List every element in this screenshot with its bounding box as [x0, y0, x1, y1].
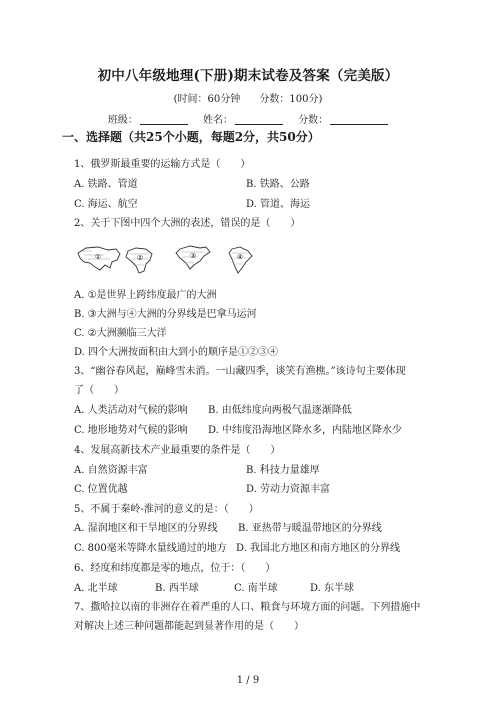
question-1-option-a: A. 铁路、管道 — [74, 179, 138, 190]
score-field — [298, 111, 388, 126]
question-2-option-d: D. 四个大洲按面积由大到小的顺序是①②③④ — [74, 347, 279, 358]
name-field — [203, 111, 283, 126]
question-2-stem: 2、关于下图中四个大洲的表述，错误的是（ ） — [74, 218, 301, 229]
map-label-1: ① — [94, 253, 102, 261]
page-title: 初中八年级地理(下册)期末试卷及答案（完美版） — [97, 68, 399, 84]
question-2-option-b: B. ③大洲与④大洲的分界线是巴拿马运河 — [74, 309, 257, 320]
class-field — [108, 111, 188, 126]
question-1-option-d: D. 管道、海运 — [246, 199, 311, 210]
question-3-option-d: D. 中纬度沿海地区降水多，内陆地区降水少 — [208, 425, 403, 436]
question-4-option-b: B. 科技力量雄厚 — [246, 465, 320, 476]
class-label: 班级： — [107, 115, 138, 126]
question-6-option-c: C. 南半球 — [234, 583, 278, 594]
page-number: 1 / 9 — [236, 675, 260, 686]
map-label-4: ④ — [236, 253, 244, 261]
question-6-option-a: A. 北半球 — [74, 583, 118, 594]
map-label-3: ③ — [189, 252, 197, 260]
continents-map-figure — [74, 243, 274, 275]
question-4-stem: 4、发展高新技术产业最重要的条件是（ ） — [74, 445, 281, 456]
exam-info — [0, 90, 496, 105]
question-3-option-a: A. 人类活动对气候的影响 — [74, 405, 188, 416]
name-blank[interactable] — [235, 114, 283, 125]
map-label-2: ② — [136, 254, 144, 262]
score-label: 分数： — [298, 115, 329, 126]
question-5-option-c: C. 800毫米等降水量线通过的地方 — [74, 543, 227, 554]
question-5-option-b: B. 亚热带与暖温带地区的分界线 — [238, 523, 382, 534]
question-7-stem-line-1: 7、撒哈拉以南的非洲存在着严重的人口、粮食与环境方面的问题。下列措施中 — [74, 602, 421, 613]
question-6-option-b: B. 西半球 — [155, 583, 199, 594]
question-5-option-a: A. 湿润地区和干旱地区的分界线 — [74, 523, 218, 534]
question-3-stem-line-1: 3、“幽谷春风起，巅峰雪未消。一山藏四季，谈笑有渔樵。”该诗句主要体现 — [74, 366, 406, 377]
question-2-option-c: C. ②大洲濒临三大洋 — [74, 328, 167, 339]
question-3-option-b: B. 由低纬度向两极气温逐渐降低 — [208, 405, 352, 416]
question-2-option-a: A. ①是世界上跨纬度最广的大洲 — [74, 290, 217, 301]
section-heading: 一、选择题（共25个小题，每题2分，共50分） — [62, 130, 320, 144]
question-6-option-d: D. 东半球 — [310, 583, 355, 594]
question-7-stem-line-2: 对解决上述三种问题都能起到显著作用的是（ ） — [74, 621, 304, 632]
student-info-row — [0, 111, 496, 126]
question-1-stem: 1、俄罗斯最重要的运输方式是（ ） — [74, 159, 251, 170]
question-3-option-c: C. 地形地势对气候的影响 — [74, 425, 188, 436]
question-6-stem: 6、经度和纬度都是零的地点，位于：（ ） — [74, 563, 276, 574]
question-4-option-a: A. 自然资源丰富 — [74, 465, 148, 476]
question-5-option-d: D. 我国北方地区和南方地区的分界线 — [236, 543, 401, 554]
question-4-option-c: C. 位置优越 — [74, 484, 128, 495]
time-info: (时间：60分钟 — [173, 94, 241, 105]
class-blank[interactable] — [140, 114, 188, 125]
question-5-stem: 5、不属于秦岭-淮河的意义的是：（ ） — [74, 504, 259, 515]
score-blank[interactable] — [330, 114, 388, 125]
question-1-option-c: C. 海运、航空 — [74, 199, 138, 210]
question-4-option-d: D. 劳动力资源丰富 — [246, 484, 331, 495]
name-label: 姓名： — [203, 115, 233, 126]
score-info: 分数：100分) — [259, 94, 323, 105]
question-3-stem-line-2: 了（ ） — [74, 385, 124, 396]
question-1-option-b: B. 铁路、公路 — [246, 179, 310, 190]
